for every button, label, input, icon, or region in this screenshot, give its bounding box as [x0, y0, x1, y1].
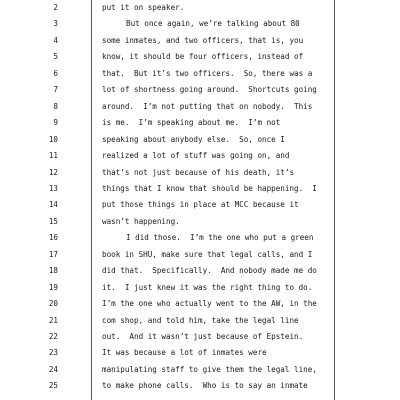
transcript-line: [0, 347, 400, 364]
line-number: 13: [48, 183, 58, 193]
transcript-line: [0, 167, 400, 184]
line-number: 12: [48, 167, 58, 177]
line-text: speaking about anybody else. So, once I: [102, 134, 285, 144]
line-number: 2: [53, 3, 58, 12]
line-text: know, it should be four officers, instead of: [102, 52, 304, 62]
line-number: 24: [48, 364, 58, 374]
transcript-line: [0, 35, 400, 52]
line-text: wasn’t happening.: [102, 216, 180, 226]
line-text: realized a lot of stuff was going on, and: [102, 151, 290, 161]
line-number: 4: [53, 35, 58, 45]
transcript-line: [0, 265, 400, 282]
transcript-line: [0, 2, 400, 19]
line-text: manipulating staff to give them the legal line,: [102, 364, 317, 374]
transcript-line: [0, 364, 400, 381]
line-number: 21: [48, 315, 58, 325]
line-text: put those things in place at MCC because it: [102, 200, 299, 210]
line-number: 6: [53, 68, 58, 78]
transcript-line: [0, 117, 400, 134]
line-text: put it on speaker.: [102, 3, 185, 12]
transcript-line: [0, 101, 400, 118]
transcript-line: [0, 150, 400, 167]
line-number: 5: [53, 52, 58, 62]
line-number: 11: [48, 151, 58, 161]
line-number: 19: [48, 282, 58, 292]
line-number: 25: [48, 381, 58, 391]
line-number: 10: [48, 134, 58, 144]
line-number: 20: [48, 299, 58, 309]
line-text: things that I know that should be happening. I: [102, 183, 317, 193]
transcript-line: [0, 18, 400, 35]
line-number: 18: [48, 266, 58, 276]
transcript-line: [0, 51, 400, 68]
transcript-line: [0, 315, 400, 332]
line-number: 17: [48, 249, 58, 259]
line-text: it. I just knew it was the right thing to do.: [102, 282, 313, 292]
line-text: I’m the one who actually went to the AW, in the: [102, 299, 317, 309]
line-text: lot of shortness going around. Shortcuts going: [102, 85, 317, 95]
transcript-line: [0, 84, 400, 101]
line-number: 3: [53, 19, 58, 29]
line-text: that’s not just because of his death, it’s: [102, 167, 295, 177]
transcript-line: [0, 199, 400, 216]
line-text: It was because a lot of inmates were: [102, 348, 267, 358]
line-text: com shop, and told him, take the legal line: [102, 315, 299, 325]
line-number: 7: [53, 85, 58, 95]
transcript-line: [0, 216, 400, 233]
transcript-line: [0, 331, 400, 348]
transcript-line: [0, 68, 400, 85]
line-number: 14: [48, 200, 58, 210]
line-text: is me. I’m speaking about me. I’m not: [102, 118, 281, 128]
line-number: 8: [53, 101, 58, 111]
line-text: did that. Specifically. And nobody made me do: [102, 266, 317, 276]
line-text: out. And it wasn’t just because of Epstein.: [102, 332, 304, 341]
line-number: 16: [48, 233, 58, 243]
line-number: 23: [48, 348, 58, 358]
transcript-line: [0, 183, 400, 200]
line-text: to make phone calls. Who is to say an inmate: [102, 381, 308, 391]
line-number: 22: [48, 332, 58, 341]
transcript-line: [0, 282, 400, 299]
transcript-line: [0, 134, 400, 151]
line-number: 9: [53, 118, 58, 128]
transcript-line: [0, 232, 400, 249]
transcript-line: [0, 298, 400, 315]
line-text: book in SHU, make sure that legal calls, and I: [102, 249, 313, 259]
line-text: around. I’m not putting that on nobody. This: [102, 101, 313, 111]
transcript-line: [0, 249, 400, 266]
line-text: some inmates, and two officers, that is, you: [102, 35, 304, 45]
line-text: that. But it’s two officers. So, there was a: [102, 68, 313, 78]
line-number: 15: [48, 216, 58, 226]
transcript-line: [0, 380, 400, 397]
line-text: I did those. I’m the one who put a green: [126, 233, 314, 243]
line-text: But once again, we’re talking about 80: [126, 19, 300, 29]
